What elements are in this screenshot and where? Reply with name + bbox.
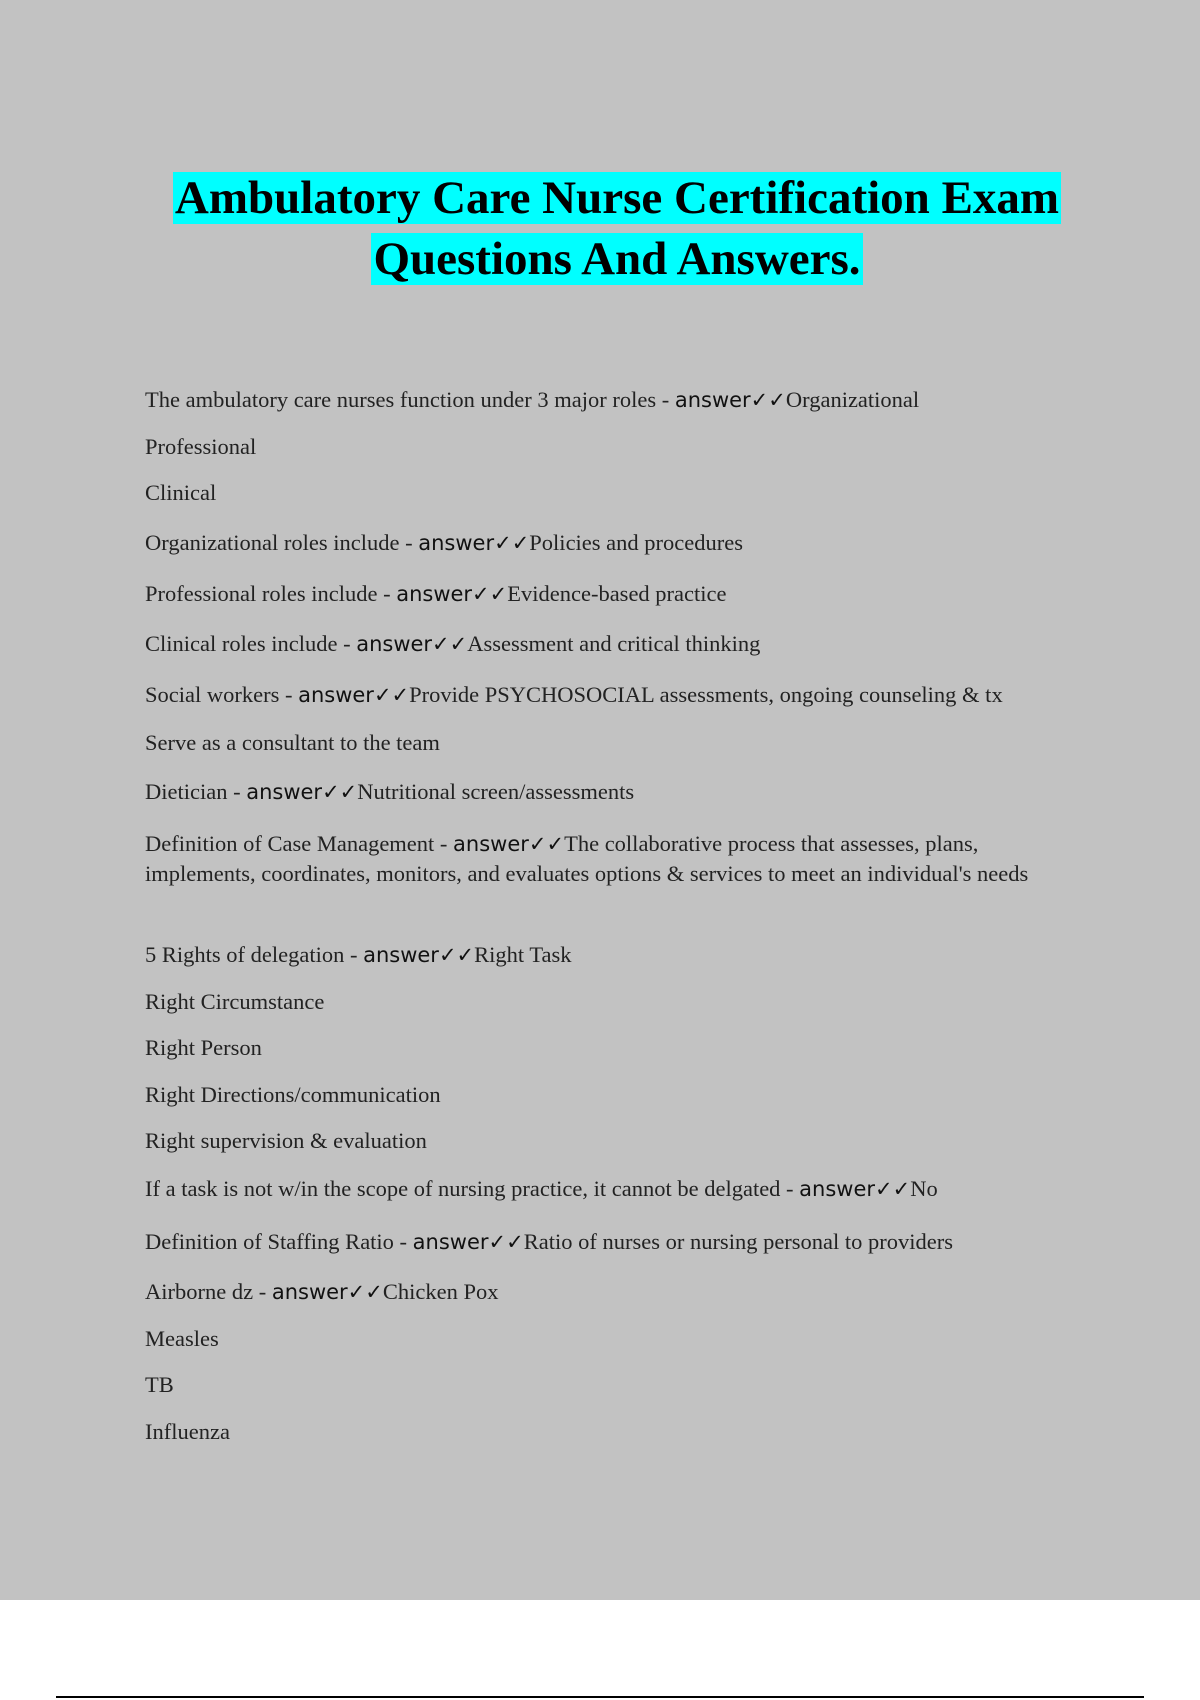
answer-text: Organizational — [785, 387, 920, 412]
qa-item — [145, 579, 727, 609]
question-text: Social workers - — [145, 682, 299, 707]
answer-text: Policies and procedures — [529, 530, 743, 555]
answer-marker: answer✓✓ — [271, 1280, 383, 1304]
question-text: Airborne dz - — [145, 1279, 272, 1304]
qa-item — [145, 680, 1003, 710]
answer-text: Evidence-based practice — [507, 581, 727, 606]
title-line-2: Questions And Answers. — [373, 233, 861, 285]
list-item: Clinical — [145, 480, 217, 505]
list-item: Right Directions/communication — [145, 1082, 441, 1107]
question-text: Professional roles include - — [145, 581, 397, 606]
qa-item — [145, 777, 634, 807]
qa-item — [145, 1277, 499, 1307]
question-text: Definition of Case Management - — [145, 831, 454, 856]
question-text: Dietician - — [145, 779, 247, 804]
answer-text: No — [910, 1176, 938, 1201]
answer-marker: answer✓✓ — [674, 388, 786, 412]
answer-text: Ratio of nurses or nursing personal to providers — [523, 1229, 954, 1254]
list-item: Measles — [145, 1326, 219, 1351]
question-text: Organizational roles include - — [145, 530, 419, 555]
list-item: Professional — [145, 434, 257, 459]
answer-marker: answer✓✓ — [396, 582, 508, 606]
list-item: Influenza — [145, 1419, 230, 1444]
list-item: TB — [145, 1372, 174, 1397]
answer-text: Right Task — [474, 942, 572, 967]
answer-text: Chicken Pox — [382, 1279, 499, 1304]
question-text: 5 Rights of delegation - — [145, 942, 364, 967]
list-item: Right Circumstance — [145, 989, 325, 1014]
question-text: If a task is not w/in the scope of nursing practice, it cannot be delgated - — [145, 1176, 800, 1201]
qa-item — [145, 1227, 953, 1257]
qa-item — [145, 940, 572, 970]
question-text: Definition of Staffing Ratio - — [145, 1229, 413, 1254]
answer-marker: answer✓✓ — [799, 1177, 911, 1201]
list-item: Serve as a consultant to the team — [145, 730, 440, 755]
footer-divider — [56, 1696, 1144, 1698]
answer-marker: answer✓✓ — [412, 1230, 524, 1254]
answer-text: The collaborative process that assesses, plans, implements, coordinates, monitors, and evaluates options & services to meet an individual's needs — [145, 831, 1029, 886]
question-text: The ambulatory care nurses function under 3 major roles - — [145, 387, 675, 412]
answer-text: Assessment and critical thinking — [467, 631, 761, 656]
answer-marker: answer✓✓ — [298, 683, 410, 707]
list-item: Right supervision & evaluation — [145, 1128, 427, 1153]
qa-item — [145, 829, 1075, 889]
title-line-1: Ambulatory Care Nurse Certification Exam — [174, 172, 1060, 224]
answer-marker: answer✓✓ — [418, 531, 530, 555]
answer-text: Nutritional screen/assessments — [357, 779, 635, 804]
qa-item — [145, 385, 919, 415]
qa-item — [145, 528, 743, 558]
answer-marker: answer✓✓ — [246, 780, 358, 804]
answer-marker: answer✓✓ — [363, 943, 475, 967]
qa-item — [145, 1174, 938, 1204]
list-item: Right Person — [145, 1035, 262, 1060]
answer-text: Provide PSYCHOSOCIAL assessments, ongoing counseling & tx — [409, 682, 1003, 707]
qa-item — [145, 629, 760, 659]
document-title — [0, 168, 1200, 290]
answer-marker: answer✓✓ — [453, 832, 565, 856]
question-text: Clinical roles include - — [145, 631, 357, 656]
answer-marker: answer✓✓ — [356, 632, 468, 656]
